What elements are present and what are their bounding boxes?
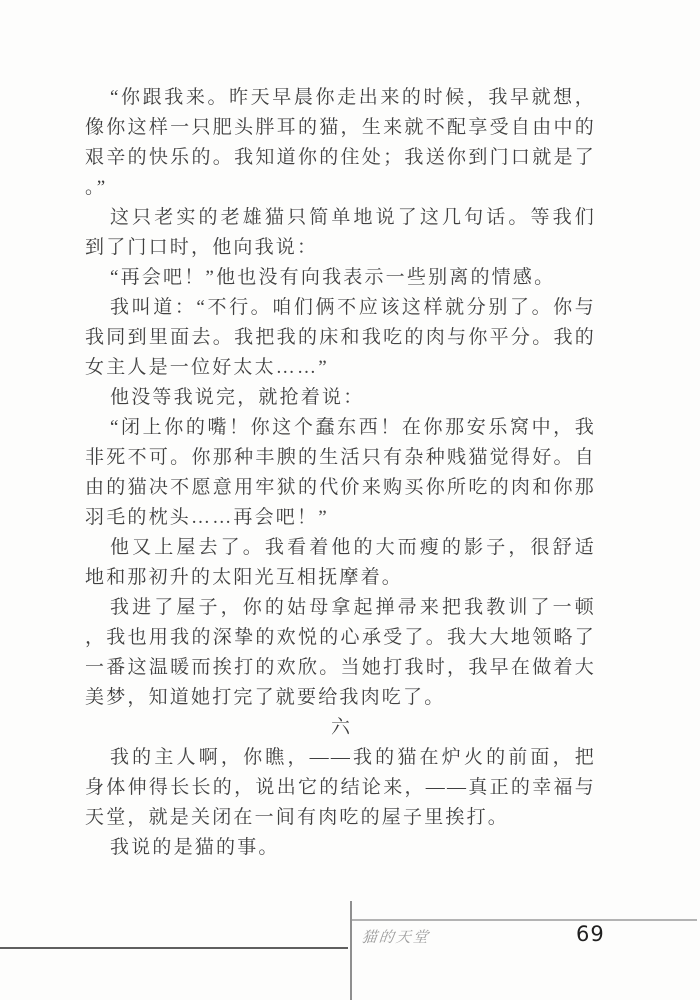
paragraph: “闭上你的嘴！你这个蠢东西！在你那安乐窝中，我非死不可。你那种丰腴的生活只有杂种贱猫觉得好。自由的猫决不愿意用牢狱的代价来购买你所吃的肉和你那羽毛的枕头……再会吧！” [85, 417, 596, 528]
paragraph: 我叫道：“不行。咱们俩不应该这样就分别了。你与我同到里面去。我把我的床和我吃的肉与你平分。我的女主人是一位好太太……” [85, 297, 596, 378]
paragraph: 我说的是猫的事。 [110, 837, 280, 858]
body-text [85, 83, 596, 863]
paragraph: 我的主人啊，你瞧，——我的猫在炉火的前面，把身体伸得长长的，说出它的结论来，——真正的幸福与天堂，就是关闭在一间有肉吃的屋子里挨打。 [85, 747, 596, 828]
paragraph: 我进了屋子，你的姑母拿起掸帚来把我教训了一顿，我也用我的深挚的欢悦的心承受了。我大大地领略了一番这温暖而挨打的欢欣。当她打我时，我早在做着大美梦，知道她打完了就要给我肉吃了。 [85, 597, 596, 708]
paragraph: 这只老实的老雄猫只简单地说了这几句话。等我们到了门口时，他向我说： [85, 207, 596, 258]
section-number-heading: 六 [330, 717, 350, 738]
paragraph: 他没等我说完，就抢着说： [110, 387, 365, 408]
footer-rule-vertical [350, 901, 352, 1000]
paragraph: “再会吧！”他也没有向我表示一些别离的情感。 [110, 267, 556, 288]
page-number: 69 [576, 922, 605, 946]
paragraph: 他又上屋去了。我看着他的大而瘦的影子，很舒适地和那初升的太阳光互相抚摩着。 [85, 537, 596, 588]
footer-rule-left [0, 947, 348, 949]
paragraph: “你跟我来。昨天早晨你走出来的时候，我早就想，像你这样一只肥头胖耳的猫，生来就不配享受自由中的艰辛的快乐的。我知道你的住处；我送你到门口就是了。” [85, 87, 596, 198]
footer-chapter-title: 猫的天堂 [361, 930, 431, 946]
footer-rule-right [352, 919, 697, 921]
